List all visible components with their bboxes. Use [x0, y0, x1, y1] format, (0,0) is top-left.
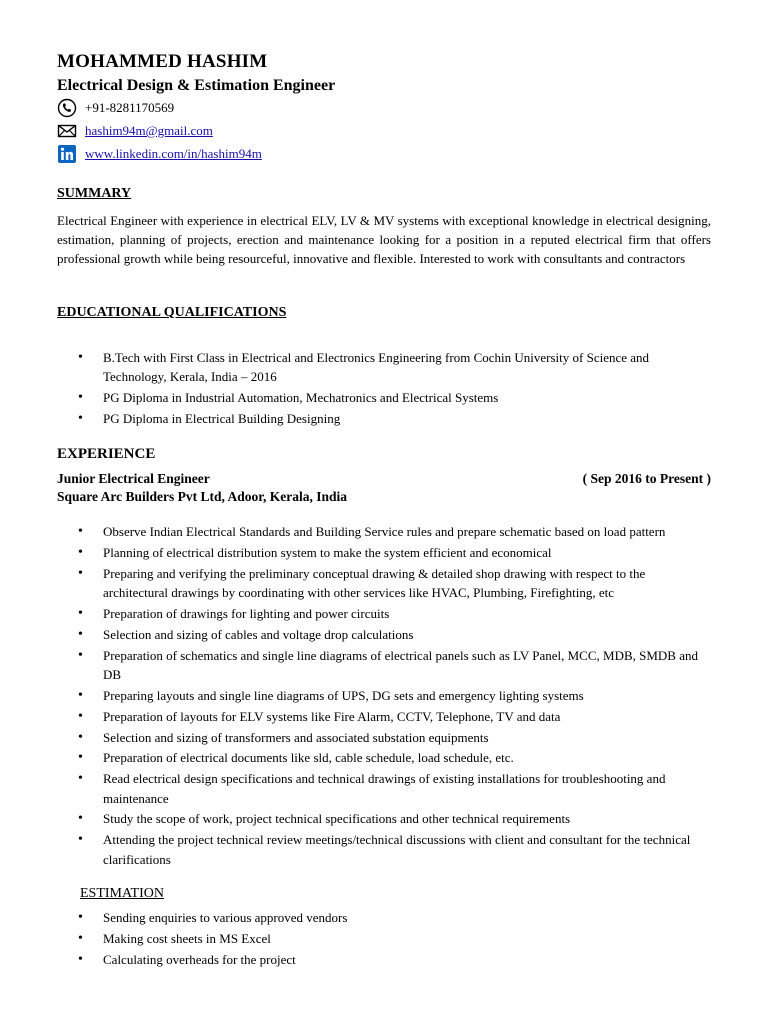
candidate-name: MOHAMMED HASHIM	[57, 51, 268, 72]
list-item: • Observe Indian Electrical Standards and Building Service rules and prepare schematic based on load pattern	[57, 522, 712, 541]
linkedin-link[interactable]: www.linkedin.com/in/hashim94m	[85, 146, 262, 161]
candidate-title: Electrical Design & Estimation Engineer	[57, 77, 336, 94]
summary-heading: SUMMARY	[57, 186, 132, 201]
list-item: • Selection and sizing of transformers and associated substation equipments	[57, 728, 712, 747]
list-item: • Preparation of schematics and single line diagrams of electrical panels such as LV Panel, MCC, MDB, SMDB and DB	[57, 646, 712, 684]
email-row	[57, 121, 213, 141]
company-name: Square Arc Builders Pvt Ltd, Adoor, Kerala, India	[57, 489, 348, 504]
list-item: • Selection and sizing of cables and voltage drop calculations	[57, 625, 712, 644]
email-link[interactable]: hashim94m@gmail.com	[85, 123, 213, 138]
phone-row	[57, 98, 174, 118]
list-item: • Read electrical design specifications and technical drawings of existing installations for troubleshooting and maintenance	[57, 769, 712, 807]
list-item: • PG Diploma in Electrical Building Designing	[57, 409, 712, 428]
list-item: • Making cost sheets in MS Excel	[57, 929, 712, 948]
education-list	[57, 348, 712, 430]
list-item: • Preparation of electrical documents like sld, cable schedule, load schedule, etc.	[57, 748, 712, 767]
estimation-list	[57, 908, 712, 971]
list-item: • Preparing layouts and single line diagrams of UPS, DG sets and emergency lighting systems	[57, 686, 712, 705]
linkedin-icon	[57, 144, 77, 164]
list-item: • Calculating overheads for the project	[57, 950, 712, 969]
education-heading: EDUCATIONAL QUALIFICATIONS	[57, 305, 287, 320]
phone-icon	[57, 98, 77, 118]
linkedin-row	[57, 144, 262, 164]
list-item: • Preparation of layouts for ELV systems like Fire Alarm, CCTV, Telephone, TV and data	[57, 707, 712, 726]
phone-number: +91-8281170569	[85, 100, 175, 115]
summary-text: Electrical Engineer with experience in electrical ELV, LV & MV systems with exceptional knowledge in electrical designing, estimation, planning of projects, erection and maintenance looking for a position in a reputed electrical firm that offers professional growth while being resourceful, innovative and flexible. Interested to work with consultants and contractors	[57, 213, 711, 267]
experience-heading: EXPERIENCE	[57, 446, 156, 462]
list-item: • Planning of electrical distribution system to make the system efficient and economical	[57, 543, 712, 562]
duties-list	[57, 522, 712, 870]
envelope-icon	[57, 121, 77, 141]
list-item: • B.Tech with First Class in Electrical and Electronics Engineering from Cochin University of Science and Technology, Kerala, India – 2016	[57, 348, 712, 386]
list-item: • Sending enquiries to various approved vendors	[57, 908, 712, 927]
list-item: • Study the scope of work, project technical specifications and other technical requirements	[57, 809, 712, 828]
list-item: • Preparing and verifying the preliminary conceptual drawing & detailed shop drawing with respect to the architectural drawings by coordinating with other services like HVAC, Plumbing, Firefighting, etc	[57, 564, 712, 602]
job-role: Junior Electrical Engineer	[57, 471, 210, 486]
job-header	[57, 471, 711, 487]
list-item: • PG Diploma in Industrial Automation, Mechatronics and Electrical Systems	[57, 388, 712, 407]
list-item: • Attending the project technical review meetings/technical discussions with client and consultant for the technical clarifications	[57, 830, 712, 868]
estimation-heading: ESTIMATION	[80, 886, 164, 901]
list-item: • Preparation of drawings for lighting and power circuits	[57, 604, 712, 623]
job-period: ( Sep 2016 to Present )	[582, 471, 711, 486]
